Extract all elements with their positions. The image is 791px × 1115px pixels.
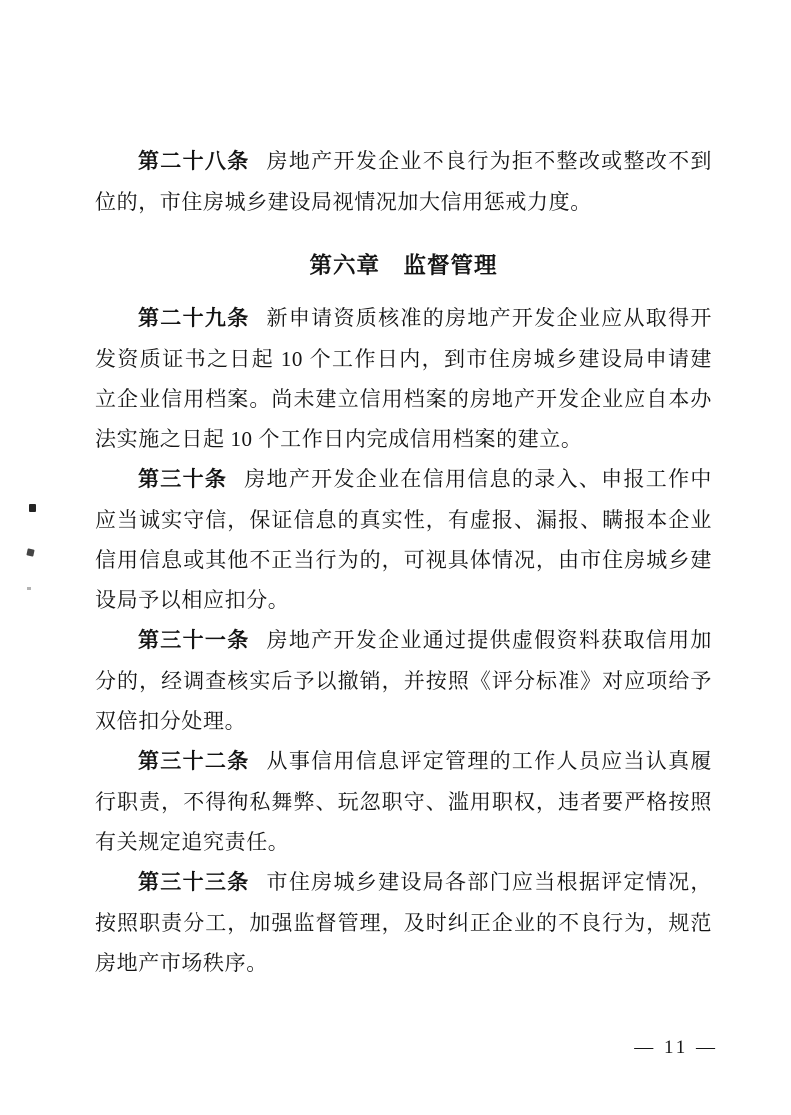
article-number: 第二十九条 <box>138 307 250 330</box>
article-number: 第三十条 <box>138 468 228 491</box>
article-number: 第三十二条 <box>138 750 250 773</box>
article-text: 市住房城乡建设局各部门应当根据评定情况，按照职责分工，加强监督管理，及时纠正企业的不良行为，规范房地产市场秩序。 <box>95 870 713 975</box>
scan-ink-speck <box>29 504 36 512</box>
article-number: 第三十一条 <box>138 629 250 652</box>
article-text: 新申请资质核准的房地产开发企业应从取得开发资质证书之日起 10 个工作日内，到市住房城乡建设局申请建立企业信用档案。尚未建立信用档案的房地产开发企业应自本办法实施之日起 10 个工作日内完成信用档案的建立。 <box>95 306 713 451</box>
article-text: 房地产开发企业通过提供虚假资料获取信用加分的，经调查核实后予以撤销，并按照《评分标准》对应项给予双倍扣分处理。 <box>95 628 713 733</box>
article-text: 从事信用信息评定管理的工作人员应当认真履行职责，不得徇私舞弊、玩忽职守、滥用职权，违者要严格按照有关规定追究责任。 <box>95 749 713 854</box>
article-text: 房地产开发企业在信用信息的录入、申报工作中应当诚实守信，保证信息的真实性，有虚报、漏报、瞒报本企业信用信息或其他不正当行为的，可视具体情况，由市住房城乡建设局予以相应扣分。 <box>95 467 712 612</box>
scan-ink-speck <box>27 587 31 590</box>
article-paragraph-33 <box>95 862 712 983</box>
article-number: 第二十八条 <box>138 150 250 173</box>
article-paragraph-28 <box>95 141 712 222</box>
article-paragraph-31 <box>95 620 712 741</box>
article-text: 房地产开发企业不良行为拒不整改或整改不到位的，市住房城乡建设局视情况加大信用惩戒力度。 <box>95 149 713 214</box>
document-body <box>95 141 712 983</box>
article-number: 第三十三条 <box>138 871 250 894</box>
article-paragraph-29 <box>95 298 712 459</box>
scan-ink-speck <box>26 548 34 556</box>
article-paragraph-32 <box>95 741 712 862</box>
article-paragraph-30 <box>95 459 712 620</box>
page-number: — 11 — <box>634 1037 718 1058</box>
chapter-heading: 第六章 监督管理 <box>309 253 498 278</box>
